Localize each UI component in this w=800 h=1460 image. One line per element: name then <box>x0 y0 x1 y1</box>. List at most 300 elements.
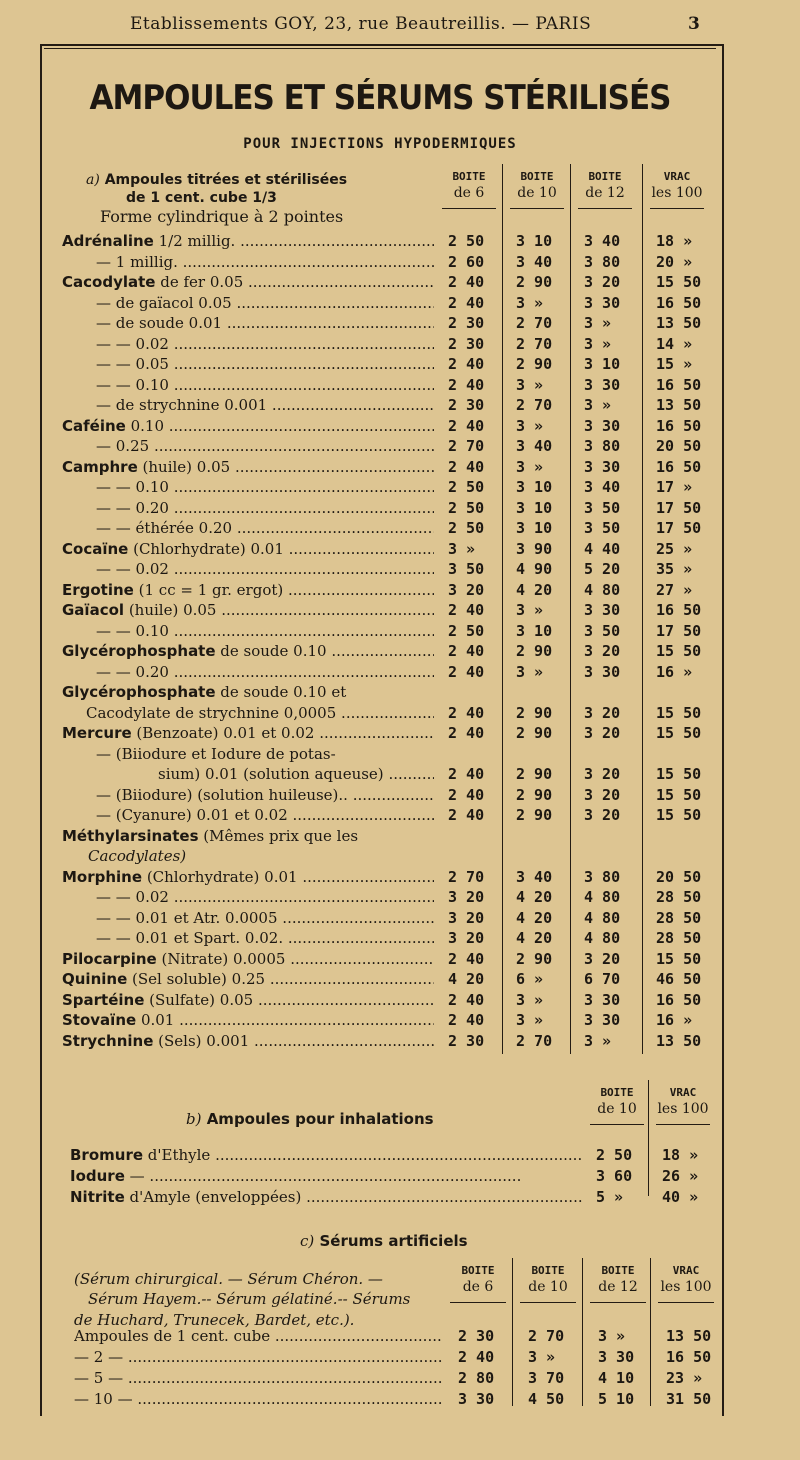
ampoule-row-value: 4 20 <box>516 888 553 906</box>
ampoule-row-value: 15 50 <box>656 724 702 742</box>
serum-row-detail: Ampoules de 1 cent. cube <box>74 1327 271 1345</box>
ampoule-row-value: 15 50 <box>656 806 702 824</box>
ampoule-row-value: 3 80 <box>584 252 621 271</box>
ampoule-row-label <box>62 581 434 599</box>
ampoule-row-label <box>96 929 434 947</box>
ampoule-row-label <box>62 417 434 435</box>
inhalation-col-header <box>650 1084 716 1118</box>
ampoule-row-label <box>62 683 434 701</box>
ampoule-col-header-top: VRAC <box>663 170 691 183</box>
ampoule-row-value: 4 40 <box>584 539 621 558</box>
ampoule-row-value: 4 80 <box>584 908 621 927</box>
section-a-line1: Ampoules titrées et stérilisées <box>104 172 348 188</box>
ampoule-row-value: 20 50 <box>656 437 702 455</box>
ampoule-row-label <box>96 909 434 927</box>
ampoule-row <box>0 991 760 1011</box>
ampoule-row-value: 16 50 <box>656 293 702 312</box>
serum-row-value: 2 70 <box>528 1327 565 1345</box>
ampoule-row-value: 28 50 <box>656 908 702 927</box>
inhalation-row-name: Nitrite <box>70 1188 125 1206</box>
serum-col-header-top: BOITE <box>531 1264 565 1277</box>
ampoule-row-detail: — — 0.10 <box>96 478 169 496</box>
serum-row-detail: — 2 — <box>74 1348 124 1366</box>
ampoule-row <box>0 970 760 990</box>
section-b-heading <box>186 1110 434 1128</box>
ampoule-row-label <box>62 950 434 968</box>
ampoule-row-label <box>86 704 434 722</box>
ampoule-row-value: 16 » <box>656 662 693 681</box>
ampoule-row-label <box>62 868 434 886</box>
inhalation-row-value: 2 50 <box>596 1146 633 1164</box>
ampoule-row-value: 13 50 <box>656 1031 702 1050</box>
ampoule-row-label <box>62 540 434 558</box>
inhalation-row-label <box>70 1167 582 1185</box>
ampoule-row-name: Cacodylate <box>62 273 156 291</box>
ampoule-row-detail: — de strychnine 0.001 <box>96 396 268 414</box>
serum-row <box>0 1348 760 1368</box>
ampoule-row-value: 46 50 <box>656 970 702 988</box>
inhalation-row-name: Bromure <box>70 1146 144 1164</box>
ampoule-row-label <box>96 806 434 824</box>
ampoule-row-name: Camphre <box>62 457 138 476</box>
serum-col-header-top: VRAC <box>672 1264 700 1277</box>
ampoule-row-value: 4 20 <box>516 929 553 947</box>
ampoule-row-value: 2 90 <box>516 785 553 804</box>
ampoule-row-value: 3 10 <box>516 621 553 640</box>
ampoule-row-label <box>62 642 434 660</box>
ampoule-row-detail: — — 0.02 <box>96 560 169 578</box>
ampoule-row-value: 4 20 <box>516 580 553 599</box>
ampoule-row-label <box>158 765 434 783</box>
serum-row-value: 31 50 <box>666 1390 712 1408</box>
ampoule-row-name: Morphine <box>62 867 143 886</box>
ampoule-col-header-rule <box>650 208 704 209</box>
ampoule-row-value: 4 20 <box>448 970 485 988</box>
ampoule-row <box>0 847 760 867</box>
ampoule-row-value: 3 90 <box>516 539 553 558</box>
ampoule-row-value: 3 30 <box>584 1011 621 1029</box>
ampoule-row-value: 3 30 <box>584 662 621 681</box>
ampoule-row-detail: (Nitrate) 0.0005 <box>156 949 286 968</box>
ampoule-row-value: 3 30 <box>584 601 621 619</box>
ampoule-row-label <box>62 970 434 988</box>
ampoule-row-value: 15 50 <box>656 703 702 722</box>
ampoule-row-name: Cocaïne <box>62 539 129 558</box>
ampoule-row-value: 3 20 <box>584 724 621 742</box>
section-b-title: Ampoules pour inhalations <box>206 1110 434 1128</box>
serum-col-header-bottom: de 6 <box>462 1279 494 1295</box>
serum-row <box>0 1369 760 1389</box>
ampoule-row-value: 25 » <box>656 539 693 558</box>
ampoule-row-detail: — (Cyanure) 0.01 et 0.02 <box>96 806 288 824</box>
ampoule-row-value: 13 50 <box>656 314 702 332</box>
ampoule-row <box>0 663 760 683</box>
ampoule-row-label <box>96 314 434 332</box>
page-title: AMPOULES ET SÉRUMS STÉRILISÉS <box>89 78 671 118</box>
ampoule-row-value: 6 » <box>516 970 544 988</box>
ampoule-row <box>0 396 760 416</box>
ampoule-row-value: 2 90 <box>516 273 553 291</box>
serum-row-value: 2 40 <box>458 1348 495 1366</box>
ampoule-row-label <box>62 827 434 845</box>
ampoule-row-value: 3 20 <box>584 765 621 783</box>
frame-inner-rule <box>44 48 716 49</box>
ampoule-row-value: 3 » <box>584 1031 612 1050</box>
ampoule-row <box>0 868 760 888</box>
ampoule-row-detail: 0.10 <box>125 416 164 435</box>
ampoule-row-label <box>96 478 434 496</box>
section-c-intro-3: de Huchard, Trunecek, Bardet, etc.). <box>74 1311 355 1329</box>
ampoule-row-label <box>96 560 434 578</box>
ampoule-row-value: 3 20 <box>584 785 621 804</box>
ampoule-row-value: 14 » <box>656 334 693 353</box>
ampoule-row <box>0 499 760 519</box>
ampoule-row-value: 2 40 <box>448 806 485 824</box>
ampoule-row-value: 3 40 <box>516 437 553 455</box>
ampoule-row-value: 3 20 <box>584 642 621 660</box>
ampoule-row-detail: de soude 0.10 et <box>215 683 347 701</box>
ampoule-col-header-top: BOITE <box>452 170 486 183</box>
ampoule-row <box>0 355 760 375</box>
ampoule-row-name: Stovaïne <box>62 1011 137 1029</box>
ampoule-col-header-bottom: les 100 <box>651 185 703 201</box>
ampoule-row-value: 3 50 <box>448 560 485 578</box>
ampoule-col-header <box>504 168 570 202</box>
serum-row-label <box>74 1390 442 1408</box>
ampoule-row-detail: (Sels) 0.001 <box>153 1031 250 1050</box>
ampoule-row-value: 17 » <box>656 478 693 496</box>
ampoule-row-value: 3 40 <box>516 867 553 886</box>
ampoule-row <box>0 601 760 621</box>
ampoule-row-value: 2 70 <box>516 1031 553 1050</box>
ampoule-row <box>0 335 760 355</box>
section-a-line2: de 1 cent. cube 1/3 <box>126 190 277 206</box>
ampoule-row-value: 3 50 <box>584 498 621 517</box>
inhalation-col-header-top: BOITE <box>600 1086 634 1099</box>
ampoule-row-value: 3 30 <box>584 990 621 1009</box>
ampoule-row <box>0 519 760 539</box>
inhalation-row-label <box>70 1188 582 1206</box>
serum-row-value: 3 30 <box>598 1348 635 1366</box>
ampoule-row-value: 13 50 <box>656 396 702 414</box>
ampoule-row-value: 15 50 <box>656 642 702 660</box>
ampoule-row-detail: — — 0.05 <box>96 355 169 373</box>
ampoule-row-name: Ergotine <box>62 580 134 599</box>
ampoule-row-detail: 1/2 millig. <box>153 232 236 250</box>
ampoule-row <box>0 929 760 949</box>
ampoule-row-value: 2 50 <box>448 232 485 250</box>
ampoule-row-label <box>96 396 434 414</box>
ampoule-row-name: Adrénaline <box>62 232 154 250</box>
ampoule-row <box>0 560 760 580</box>
ampoule-row-value: 3 » <box>584 396 612 414</box>
serum-col-header-bottom: de 12 <box>598 1279 638 1295</box>
ampoule-row-label <box>96 294 434 312</box>
ampoule-row-label <box>62 724 434 742</box>
ampoule-row-value: 2 90 <box>516 806 553 824</box>
ampoule-row-value: 15 50 <box>656 949 702 968</box>
ampoule-row-value: 16 » <box>656 1011 693 1029</box>
serum-col-header-rule <box>590 1302 646 1303</box>
ampoule-row-detail: — — 0.01 et Atr. 0.0005 <box>96 908 278 927</box>
ampoule-row-value: 3 » <box>448 539 476 558</box>
inhalation-row-value: 26 » <box>662 1167 699 1185</box>
ampoule-row-value: 15 50 <box>656 765 702 783</box>
ampoule-row-value: 2 40 <box>448 724 485 742</box>
ampoule-row <box>0 704 760 724</box>
ampoule-row <box>0 642 760 662</box>
ampoule-row-value: 2 90 <box>516 703 553 722</box>
serum-row-value: 5 10 <box>598 1390 635 1408</box>
inhalation-row-value: 18 » <box>662 1146 699 1164</box>
ampoule-row-detail: sium) 0.01 (solution aqueuse) <box>158 765 384 783</box>
ampoule-row-detail: — (Biiodure) (solution huileuse).. <box>96 785 348 804</box>
ampoule-row-value: 3 50 <box>584 519 621 537</box>
serum-row-value: 3 » <box>598 1327 626 1345</box>
ampoule-row-name: Strychnine <box>62 1031 154 1050</box>
ampoule-row-value: 15 » <box>656 355 693 373</box>
ampoule-row-value: 2 30 <box>448 334 485 353</box>
ampoule-col-header-bottom: de 6 <box>453 185 485 201</box>
ampoule-row-value: 16 50 <box>656 601 702 619</box>
ampoule-row-value: 3 30 <box>584 293 621 312</box>
ampoule-row-detail: — — 0.10 <box>96 621 169 640</box>
inhalation-col-header-bottom: de 10 <box>597 1101 637 1117</box>
ampoule-row-value: 2 90 <box>516 724 553 742</box>
serum-row-value: 23 » <box>666 1369 703 1387</box>
inhalation-row-value: 5 » <box>596 1188 624 1206</box>
ampoule-row-value: 28 50 <box>656 929 702 947</box>
ampoule-row-name: Méthylarsinates <box>62 826 199 845</box>
ampoule-col-header <box>644 168 710 202</box>
ampoule-row-label <box>96 335 434 353</box>
ampoule-row-value: 2 40 <box>448 416 485 435</box>
ampoule-row <box>0 437 760 457</box>
ampoule-row-value: 2 30 <box>448 396 485 414</box>
serum-col-header-rule <box>658 1302 714 1303</box>
ampoule-row-value: 3 40 <box>584 478 621 496</box>
ampoule-row-value: 4 80 <box>584 929 621 947</box>
ampoule-row <box>0 909 760 929</box>
ampoule-row-label <box>96 376 434 394</box>
ampoule-row-value: 3 20 <box>448 888 485 906</box>
ampoule-row-label <box>96 888 434 906</box>
ampoule-row-value: 2 40 <box>448 642 485 660</box>
ampoule-row-value: 18 » <box>656 232 693 250</box>
ampoule-row-value: 3 10 <box>516 498 553 517</box>
ampoule-row-name: Mercure <box>62 724 132 742</box>
ampoule-row-label <box>96 663 434 681</box>
ampoule-row-value: 3 10 <box>584 355 621 373</box>
ampoule-row-value: 3 10 <box>516 232 553 250</box>
ampoule-row-label <box>96 622 434 640</box>
ampoule-col-header <box>572 168 638 202</box>
ampoule-row-value: 15 50 <box>656 273 702 291</box>
serum-row <box>0 1327 760 1347</box>
ampoule-row-value: 2 50 <box>448 478 485 496</box>
ampoule-row-label <box>62 1032 434 1050</box>
ampoule-row <box>0 827 760 847</box>
ampoule-row <box>0 1032 760 1052</box>
ampoule-row-label <box>62 1011 434 1029</box>
ampoule-row-detail: (huile) 0.05 <box>137 457 231 476</box>
inhalation-row-name: Iodure <box>70 1167 125 1185</box>
ampoule-row-value: 2 30 <box>448 1031 485 1050</box>
section-a-letter: a) <box>86 172 100 188</box>
ampoule-row-value: 28 50 <box>656 888 702 906</box>
ampoule-row <box>0 786 760 806</box>
serum-row-label <box>74 1327 442 1345</box>
ampoule-row-value: 2 50 <box>448 519 485 537</box>
ampoule-col-header-top: BOITE <box>520 170 554 183</box>
ampoule-row-value: 2 70 <box>448 867 485 886</box>
ampoule-row-value: 3 » <box>516 457 544 476</box>
ampoule-col-header-top: BOITE <box>588 170 622 183</box>
ampoule-row-value: 3 20 <box>448 908 485 927</box>
ampoule-row-value: 3 20 <box>448 929 485 947</box>
ampoule-row <box>0 417 760 437</box>
ampoule-row-name: Caféine <box>62 416 126 435</box>
ampoule-row-value: 2 90 <box>516 642 553 660</box>
serum-row-detail: — 5 — <box>74 1369 124 1387</box>
ampoule-row-name: Quinine <box>62 970 128 988</box>
ampoule-row-label <box>96 253 434 271</box>
ampoule-row-value: 3 » <box>516 1011 544 1029</box>
ampoule-col-header-rule <box>578 208 632 209</box>
ampoule-row-value: 16 50 <box>656 990 702 1009</box>
ampoule-row-detail: de fer 0.05 <box>155 273 244 291</box>
ampoule-row-name: Spartéine <box>62 990 145 1009</box>
ampoule-row <box>0 540 760 560</box>
ampoule-row-detail: — 1 millig. <box>96 252 178 271</box>
ampoule-row <box>0 458 760 478</box>
inhalation-row-detail: d'Ethyle <box>143 1146 211 1164</box>
ampoule-row-value: 2 70 <box>448 437 485 455</box>
serum-col-header <box>444 1262 512 1296</box>
ampoule-row-value: 2 40 <box>448 990 485 1009</box>
ampoule-row <box>0 950 760 970</box>
serum-row-value: 16 50 <box>666 1348 712 1366</box>
serum-col-header-bottom: les 100 <box>660 1279 712 1295</box>
ampoule-row-value: 3 50 <box>584 621 621 640</box>
ampoule-row <box>0 888 760 908</box>
ampoule-row-detail: — (Biiodure et Iodure de potas- <box>96 744 336 763</box>
section-c-intro-2: Sérum Hayem.-- Sérum gélatiné.-- Sérums <box>88 1290 411 1308</box>
ampoule-row <box>0 806 760 826</box>
serum-row-value: 2 30 <box>458 1327 495 1345</box>
ampoule-row-detail: — — 0.20 <box>96 662 169 681</box>
ampoule-row-value: 16 50 <box>656 457 702 476</box>
section-c-heading <box>300 1232 468 1250</box>
ampoule-row-value: 3 » <box>516 601 544 619</box>
ampoule-row <box>0 253 760 273</box>
ampoule-row-value: 3 20 <box>448 580 485 599</box>
ampoule-row-label <box>62 458 434 476</box>
ampoule-row <box>0 478 760 498</box>
inhalation-row <box>0 1146 760 1166</box>
ampoule-row <box>0 1011 760 1031</box>
ampoule-row-label <box>96 745 434 763</box>
ampoule-row-label <box>62 601 434 619</box>
ampoule-row-value: 2 90 <box>516 949 553 968</box>
ampoule-row-detail: (Chlorhydrate) 0.01 <box>128 539 284 558</box>
ampoule-row-value: 3 30 <box>584 416 621 435</box>
ampoule-row-detail: Cacodylate de strychnine 0,0005 <box>86 703 337 722</box>
ampoule-row-value: 3 10 <box>516 478 553 496</box>
inhalation-row <box>0 1167 760 1187</box>
ampoule-row-value: 2 40 <box>448 457 485 476</box>
serum-col-header <box>584 1262 652 1296</box>
ampoule-row-name: Gaïacol <box>62 601 125 619</box>
section-a-heading <box>86 172 347 188</box>
ampoule-row <box>0 232 760 252</box>
ampoule-row-value: 3 » <box>516 416 544 435</box>
ampoule-row-value: 3 » <box>516 375 544 394</box>
ampoule-row <box>0 376 760 396</box>
ampoule-row-label <box>62 232 434 250</box>
ampoule-row-value: 3 » <box>584 314 612 332</box>
running-header: Etablissements GOY, 23, rue Beautreillis. — PARIS <box>130 14 592 34</box>
ampoule-row-detail: (huile) 0.05 <box>124 601 217 619</box>
ampoule-row-value: 3 80 <box>584 867 621 886</box>
serum-row-detail: — 10 — <box>74 1390 133 1408</box>
ampoule-row-detail: — de gaïacol 0.05 <box>96 293 232 312</box>
serum-col-header <box>652 1262 720 1296</box>
ampoule-row-value: 6 70 <box>584 970 621 988</box>
ampoule-row-value: 2 40 <box>448 785 485 804</box>
ampoule-row-value: 3 40 <box>584 232 621 250</box>
ampoule-row-value: 4 80 <box>584 888 621 906</box>
inhalation-row-detail: — <box>124 1167 145 1185</box>
inhalation-col-header-top: VRAC <box>669 1086 697 1099</box>
ampoule-row-detail: (Sel soluble) 0.25 <box>127 970 266 988</box>
ampoule-row-value: 3 40 <box>516 252 553 271</box>
serum-col-header <box>514 1262 582 1296</box>
inhalation-col-header-bottom: les 100 <box>657 1101 709 1117</box>
ampoule-row-value: 27 » <box>656 580 693 599</box>
ampoule-row-detail: — 0.25 <box>96 437 150 455</box>
ampoule-row-value: 20 50 <box>656 867 702 886</box>
ampoule-row <box>0 581 760 601</box>
ampoule-row-detail: Cacodylates) <box>88 847 187 865</box>
ampoule-row-label <box>96 519 434 537</box>
ampoule-row-value: 3 10 <box>516 519 553 537</box>
ampoule-row-value: 3 » <box>516 662 544 681</box>
ampoule-row-value: 2 70 <box>516 396 553 414</box>
ampoule-row-value: 3 20 <box>584 273 621 291</box>
inhalation-col-header-rule <box>656 1124 710 1125</box>
ampoule-row-value: 2 40 <box>448 273 485 291</box>
ampoule-row-name: Glycérophosphate <box>62 642 216 660</box>
serum-row-value: 3 » <box>528 1348 556 1366</box>
ampoule-row-detail: — — 0.01 et Spart. 0.02. <box>96 929 284 947</box>
section-c-title: Sérums artificiels <box>319 1232 468 1250</box>
section-c-intro-1: (Sérum chirurgical. — Sérum Chéron. — <box>74 1270 383 1288</box>
inhalation-row-detail: d'Amyle (enveloppées) <box>124 1188 302 1206</box>
ampoule-row-value: 3 20 <box>584 949 621 968</box>
ampoule-row-value: 3 30 <box>584 457 621 476</box>
ampoule-row-value: 2 40 <box>448 765 485 783</box>
serum-row-value: 3 70 <box>528 1369 565 1387</box>
ampoule-row-label <box>62 991 434 1009</box>
ampoule-row-value: 2 40 <box>448 662 485 681</box>
page-number: 3 <box>688 14 700 34</box>
ampoule-row-value: 17 50 <box>656 621 702 640</box>
ampoule-row-label <box>88 847 434 865</box>
ampoule-row-value: 2 40 <box>448 1011 485 1029</box>
ampoule-row-value: 2 40 <box>448 355 485 373</box>
ampoule-row <box>0 745 760 765</box>
